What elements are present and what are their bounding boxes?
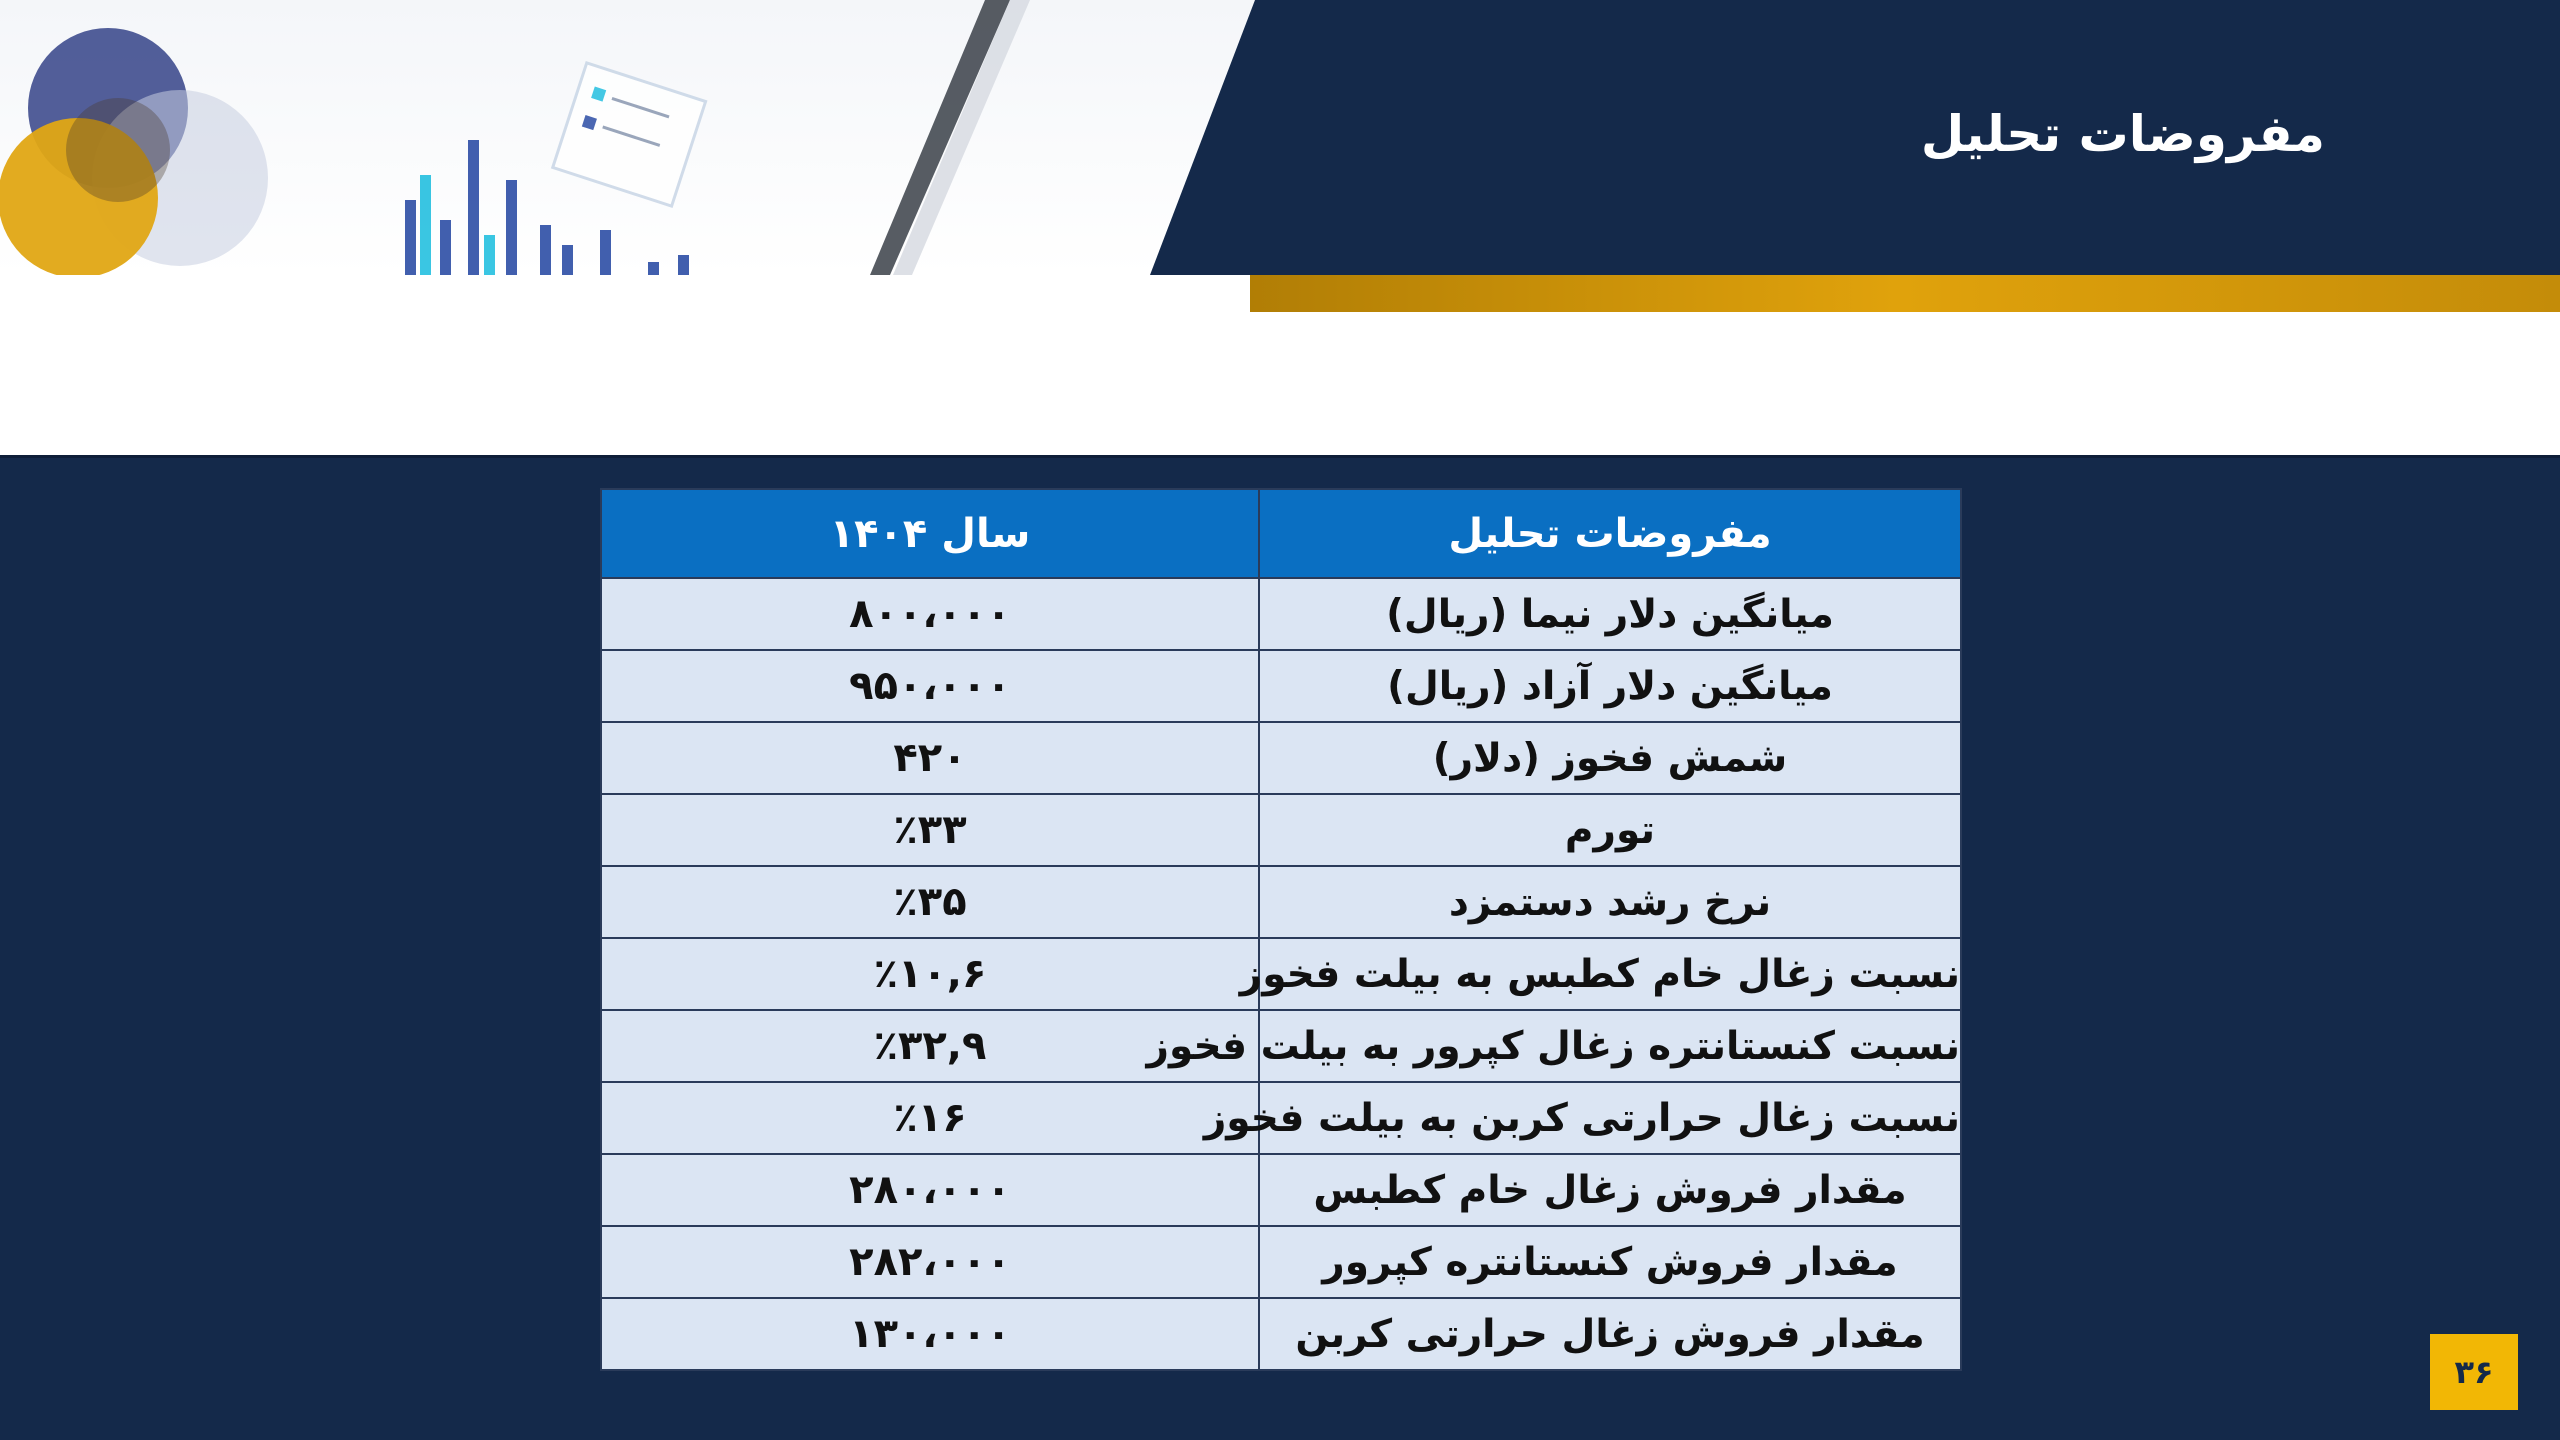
row-value: ۸۰۰،۰۰۰	[601, 578, 1259, 650]
table-row	[601, 722, 1961, 794]
page-number-badge: ۳۶	[2430, 1334, 2518, 1410]
row-value: ٪۱۶	[601, 1082, 1259, 1154]
row-value: ٪۱۰,۶	[601, 938, 1259, 1010]
row-label: مقدار فروش زغال خام کطبس	[1259, 1154, 1961, 1226]
table-row	[601, 1082, 1961, 1154]
row-value: ٪۳۵	[601, 866, 1259, 938]
table-row	[601, 1298, 1961, 1370]
row-label: میانگین دلار نیما (ریال)	[1259, 578, 1961, 650]
row-value: ۲۸۲،۰۰۰	[601, 1226, 1259, 1298]
table-row	[601, 1226, 1961, 1298]
banner-decoration	[0, 0, 2560, 458]
table-row	[601, 650, 1961, 722]
row-value: ۹۵۰،۰۰۰	[601, 650, 1259, 722]
row-label: نسبت زغال حرارتی کربن به بیلت فخوز	[1259, 1082, 1961, 1154]
table-row	[601, 578, 1961, 650]
banner-divider	[0, 455, 2560, 458]
row-label: شمش فخوز (دلار)	[1259, 722, 1961, 794]
row-label: نسبت کنستانتره زغال کپرور به بیلت فخوز	[1259, 1010, 1961, 1082]
header-assumption: مفروضات تحلیل	[1259, 489, 1961, 578]
row-label: تورم	[1259, 794, 1961, 866]
row-value: ٪۳۳	[601, 794, 1259, 866]
table-row	[601, 1010, 1961, 1082]
row-label: مقدار فروش کنستانتره کپرور	[1259, 1226, 1961, 1298]
header-year: سال ۱۴۰۴	[601, 489, 1259, 578]
table-header-row	[601, 489, 1961, 578]
table-row	[601, 938, 1961, 1010]
row-label: نسبت زغال خام کطبس به بیلت فخوز	[1259, 938, 1961, 1010]
row-value: ۴۲۰	[601, 722, 1259, 794]
table-row	[601, 794, 1961, 866]
table-row	[601, 866, 1961, 938]
assumptions-table	[600, 488, 1962, 1371]
row-label: نرخ رشد دستمزد	[1259, 866, 1961, 938]
row-value: ٪۳۲,۹	[601, 1010, 1259, 1082]
table-row	[601, 1154, 1961, 1226]
assumptions-table-container	[600, 488, 1960, 1371]
header-banner	[0, 0, 2560, 458]
row-label: میانگین دلار آزاد (ریال)	[1259, 650, 1961, 722]
row-label: مقدار فروش زغال حرارتی کربن	[1259, 1298, 1961, 1370]
slide-title: مفروضات تحلیل	[1920, 105, 2325, 163]
row-value: ۱۳۰،۰۰۰	[601, 1298, 1259, 1370]
row-value: ۲۸۰،۰۰۰	[601, 1154, 1259, 1226]
